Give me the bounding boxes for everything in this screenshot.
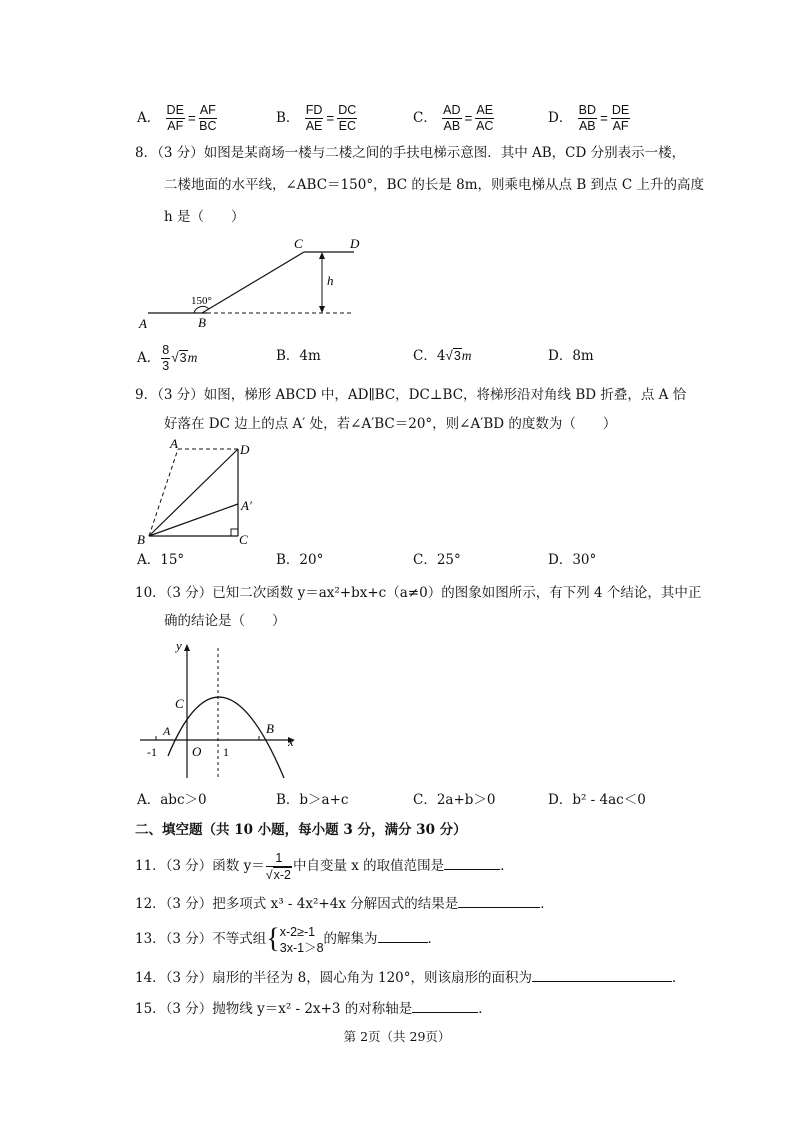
fraction: $\frac{8}{3}$ [162, 343, 170, 373]
label-C: C [175, 696, 184, 711]
q11-stem: 11．（3 分）函数 y＝ $\frac{1}{√x-2}$ 中自变量 x 的取值范围是 ． [135, 850, 514, 882]
label-B: B [266, 721, 274, 736]
q10-stem-line2: 确的结论是（ ） [164, 613, 286, 629]
q14-answer-blank[interactable] [532, 967, 672, 982]
page-footer: 第 2页（共 29页） [343, 1029, 451, 1044]
q9-stem-line1: 9．（3 分）如图，梯形 ABCD 中，AD∥BC，DC⊥BC，将梯形沿对角线 BD 折叠，点 A 恰 [135, 387, 687, 403]
fraction: $\frac{1}{√x-2}$ [265, 850, 291, 882]
q10-stem-line1: 10．（3 分）已知二次函数 y＝ax²+bx+c（a≠0）的图象如图所示，有下列 4 个结论，其中正 [135, 585, 702, 601]
q13-stem: 13．（3 分）不等式组{ x-2≥-1 3x-1＞8 的解集为 ． [135, 923, 442, 955]
q8-option-c[interactable]: C．4√3m [413, 348, 472, 364]
label-C: C [294, 236, 303, 251]
fraction: $\frac{BD}{AB}$ [578, 103, 596, 133]
q9-option-c[interactable]: C．25° [413, 552, 461, 568]
q9-option-a[interactable]: A．15° [137, 552, 185, 568]
fraction: $\frac{DE}{AF}$ [166, 103, 184, 133]
q10-option-b[interactable]: B．b＞a+c [276, 792, 349, 808]
inequality-system: x-2≥-1 3x-1＞8 [279, 924, 324, 955]
side-AB-dashed [149, 449, 178, 536]
label-angle: 150° [191, 295, 212, 307]
q9-option-d[interactable]: D．30° [548, 552, 597, 568]
fraction: $\frac{AD}{AB}$ [443, 103, 461, 133]
q9-option-b[interactable]: B．20° [276, 552, 324, 568]
q10-option-c[interactable]: C．2a+b＞0 [413, 792, 496, 808]
label-neg1: -1 [147, 745, 157, 759]
fraction: $\frac{AE}{AC}$ [476, 103, 494, 133]
q9-trapezoid-figure [135, 436, 265, 548]
label-A-prime: A′ [241, 498, 252, 513]
q8-stem-line2: 二楼地面的水平线，∠ABC＝150°，BC 的长是 8m，则乘电梯从点 B 到点 C 上升的高度 [164, 177, 704, 193]
label-A: A [139, 316, 147, 331]
q8-stem-line1: 8．（3 分）如图是某商场一楼与二楼之间的手扶电梯示意图．其中 AB，CD 分别表示一楼， [135, 145, 686, 161]
escalator-line [202, 252, 304, 313]
q12-answer-blank[interactable] [458, 893, 540, 908]
label-1: 1 [223, 745, 229, 759]
q10-option-d[interactable]: D．b² - 4ac＜0 [548, 792, 646, 808]
fraction: $\frac{DC}{EC}$ [338, 103, 357, 133]
q8-stem-line3: h 是（ ） [164, 209, 245, 225]
segment-BA-prime [149, 504, 238, 536]
label-D: D [350, 236, 360, 251]
q7-option-a[interactable]: A． $\frac{DE}{AF}$ = $\frac{AF}{BC}$ [137, 103, 217, 133]
label-A: A [163, 724, 171, 738]
q13-answer-blank[interactable] [378, 928, 428, 943]
label-O: O [192, 744, 202, 759]
label-D: D [240, 442, 250, 457]
fraction: $\frac{DE}{AF}$ [611, 103, 630, 133]
label-C: C [239, 532, 248, 547]
fraction: $\frac{AF}{BC}$ [199, 103, 217, 133]
q15-stem: 15．（3 分）抛物线 y＝x² - 2x+3 的对称轴是 ． [135, 998, 492, 1019]
q9-stem-line2: 好落在 DC 边上的点 A′ 处，若∠A′BC＝20°，则∠A′BD 的度数为（ ） [164, 416, 617, 432]
parabola-curve [168, 697, 284, 778]
section-2-title: 二、填空题（共 10 小题，每小题 3 分，满分 30 分） [135, 822, 467, 838]
q15-answer-blank[interactable] [412, 998, 478, 1013]
right-angle-mark [231, 529, 238, 536]
q8-option-d[interactable]: D．8m [548, 348, 594, 364]
q11-answer-blank[interactable] [444, 855, 500, 870]
q7-option-d[interactable]: D． $\frac{BD}{AB}$ = $\frac{DE}{AF}$ [548, 103, 630, 133]
q7-option-c[interactable]: C． $\frac{AD}{AB}$ = $\frac{AE}{AC}$ [413, 103, 494, 133]
diagonal-BD [149, 449, 238, 536]
label-B: B [137, 532, 145, 547]
q10-option-a[interactable]: A．abc＞0 [137, 792, 207, 808]
q12-stem: 12．（3 分）把多项式 x³ - 4x²+4x 分解因式的结果是 ． [135, 893, 554, 914]
q7-option-b[interactable]: B． $\frac{FD}{AE}$ = $\frac{DC}{EC}$ [276, 103, 357, 133]
label-y: y [176, 638, 182, 653]
label-A: A [170, 436, 178, 451]
q8-option-a[interactable]: A． $\frac{8}{3}$ √3m [137, 343, 198, 373]
q10-parabola-figure [135, 636, 305, 784]
q8-escalator-figure [130, 232, 370, 332]
q14-stem: 14．（3 分）扇形的半径为 8，圆心角为 120°，则该扇形的面积为 ． [135, 967, 686, 988]
fraction: $\frac{FD}{AE}$ [305, 103, 323, 133]
q8-option-b[interactable]: B．4m [276, 348, 321, 364]
label-B: B [198, 315, 206, 330]
label-x: x [288, 734, 294, 749]
label-h: h [327, 273, 334, 288]
